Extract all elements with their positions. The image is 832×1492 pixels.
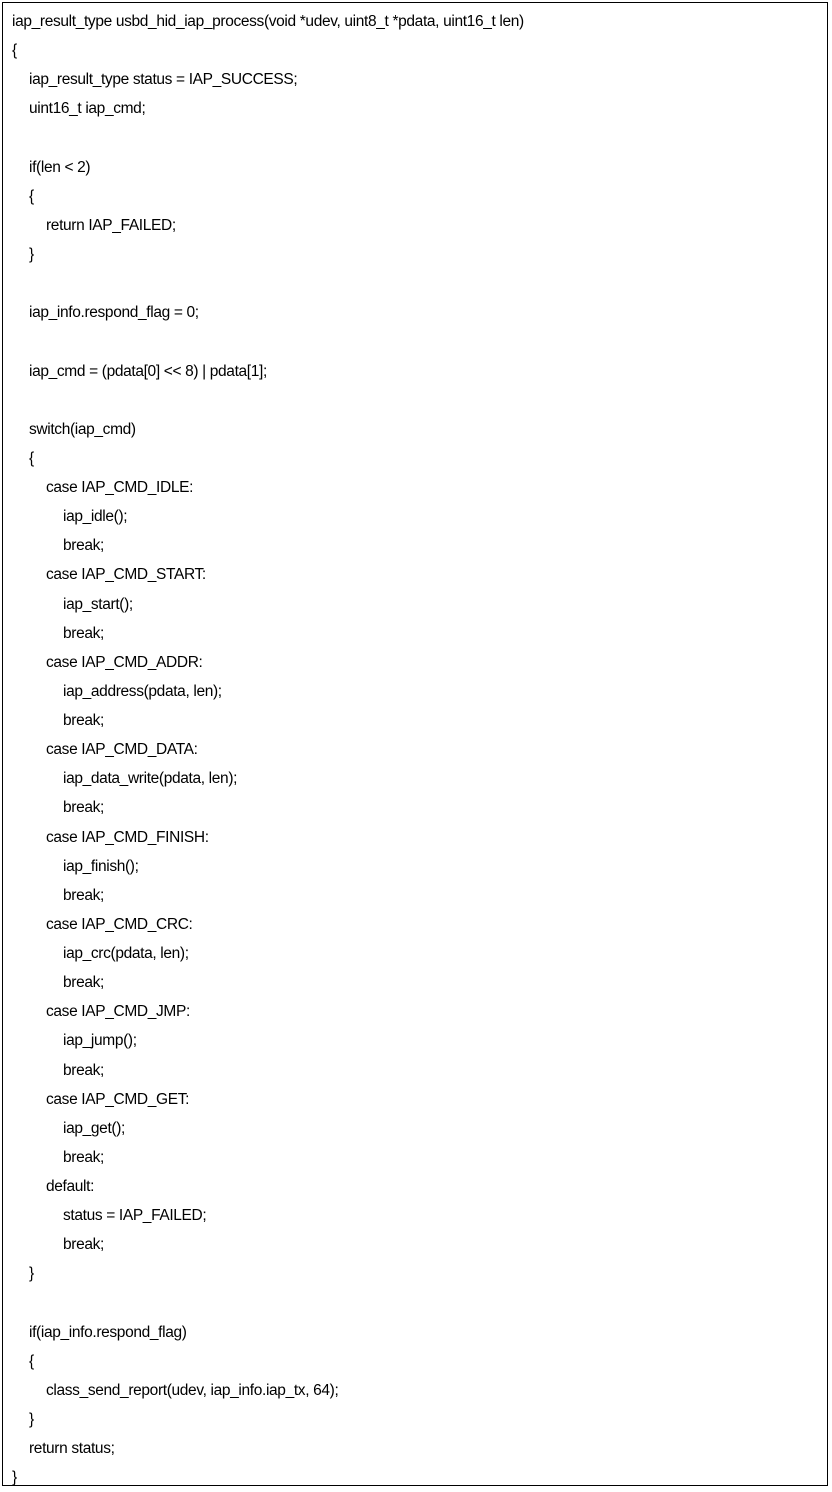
code-listing — [12, 7, 821, 1492]
code-line: iap_get(); — [63, 1119, 125, 1137]
code-line: case IAP_CMD_JMP: — [46, 1003, 190, 1021]
code-line: break; — [63, 537, 104, 555]
code-line: case IAP_CMD_CRC: — [46, 915, 193, 933]
code-blank-line — [12, 1289, 821, 1318]
code-line: if(iap_info.respond_flag) — [29, 1323, 187, 1341]
code-line: break; — [63, 799, 104, 817]
code-line: case IAP_CMD_ADDR: — [46, 653, 203, 671]
code-line: class_send_report(udev, iap_info.iap_tx, 64); — [46, 1381, 339, 1399]
code-line: break; — [63, 1236, 104, 1254]
code-line: switch(iap_cmd) — [29, 420, 136, 438]
code-line: case IAP_CMD_START: — [46, 566, 206, 584]
code-line: return status; — [29, 1440, 115, 1458]
code-listing-frame — [2, 2, 828, 1486]
code-line: break; — [63, 886, 104, 904]
code-line: case IAP_CMD_DATA: — [46, 741, 198, 759]
code-line: iap_idle(); — [63, 508, 128, 526]
code-line: } — [29, 1411, 34, 1428]
code-line: break; — [63, 712, 104, 729]
code-line: iap_address(pdata, len); — [63, 682, 222, 700]
code-line: if(len < 2) — [29, 158, 91, 176]
code-line: { — [12, 42, 17, 60]
code-line: break; — [63, 624, 104, 642]
code-line: case IAP_CMD_IDLE: — [46, 479, 194, 496]
code-line: } — [29, 246, 34, 263]
code-line: iap_cmd = (pdata[0] << 8) | pdata[1]; — [29, 362, 267, 380]
code-line: { — [29, 187, 34, 205]
code-line: status = IAP_FAILED; — [63, 1207, 207, 1225]
code-line: iap_info.respond_flag = 0; — [29, 304, 199, 322]
code-line: { — [29, 449, 34, 467]
code-line: case IAP_CMD_GET: — [46, 1090, 190, 1108]
code-blank-line — [12, 269, 821, 298]
code-line: iap_data_write(pdata, len); — [63, 770, 238, 788]
code-blank-line — [12, 386, 821, 415]
code-line: iap_jump(); — [63, 1032, 137, 1050]
code-line: iap_start(); — [63, 595, 133, 613]
code-line: return IAP_FAILED; — [46, 216, 176, 234]
code-line: uint16_t iap_cmd; — [29, 100, 146, 118]
code-line: break; — [63, 1061, 104, 1079]
code-blank-line — [12, 327, 821, 356]
code-line: iap_finish(); — [63, 857, 139, 875]
code-line: iap_result_type usbd_hid_iap_process(void *udev, uint8_t *pdata, uint16_t len) — [12, 13, 524, 30]
code-line: } — [12, 1469, 17, 1487]
code-line: iap_crc(pdata, len); — [63, 945, 189, 962]
code-blank-line — [12, 124, 821, 153]
code-line: break; — [63, 974, 104, 992]
code-line: { — [29, 1352, 34, 1370]
code-line: default: — [46, 1178, 95, 1195]
code-line: } — [29, 1265, 34, 1283]
code-line: case IAP_CMD_FINISH: — [46, 828, 209, 846]
code-line: iap_result_type status = IAP_SUCCESS; — [29, 71, 298, 89]
code-line: break; — [63, 1148, 104, 1166]
